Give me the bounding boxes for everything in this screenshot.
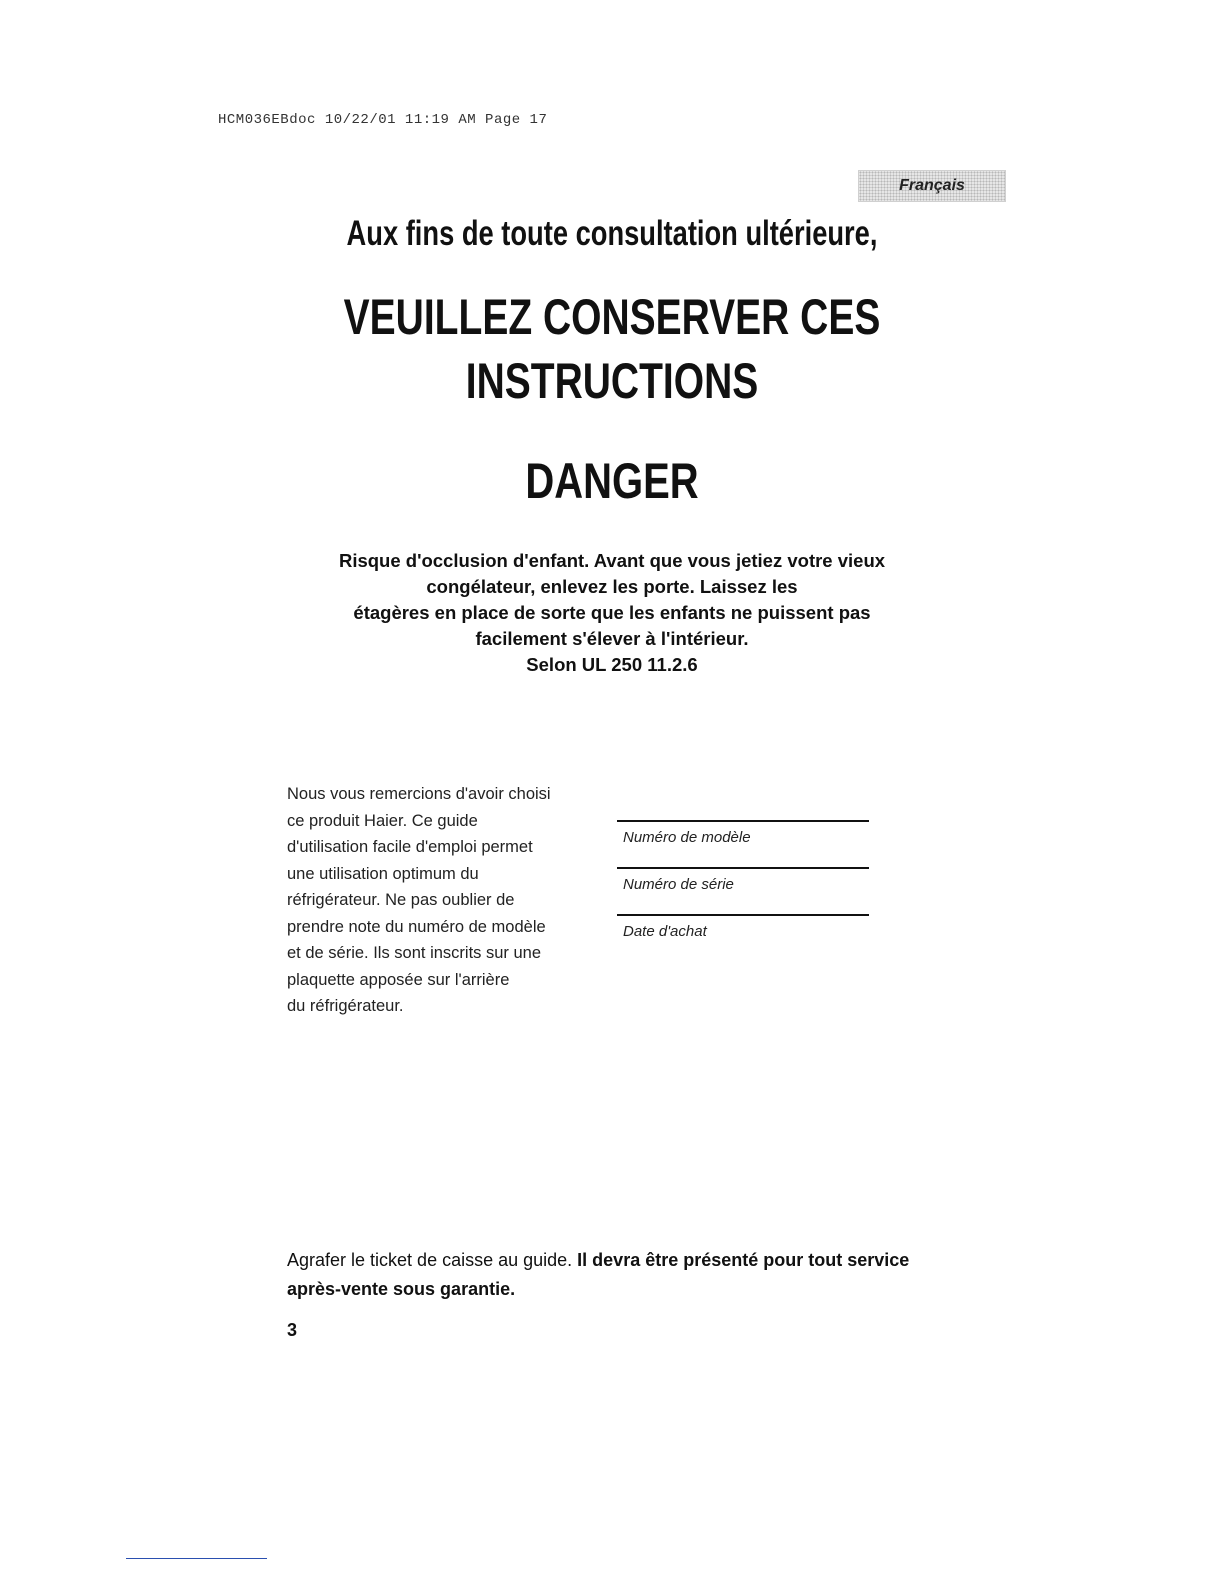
purchase-date-label: Date d'achat bbox=[623, 923, 707, 940]
intro-line: réfrigérateur. Ne pas oublier de bbox=[287, 891, 515, 909]
purchase-date-field bbox=[617, 914, 869, 961]
intro-line: du réfrigérateur. bbox=[287, 997, 404, 1015]
page-title bbox=[135, 285, 1090, 413]
warning-line: étagères en place de sorte que les enfants ne puissent pas bbox=[353, 602, 871, 623]
warning-line: congélateur, enlevez les porte. Laissez les bbox=[426, 576, 798, 597]
language-badge: Français bbox=[858, 170, 1006, 202]
danger-warning-text bbox=[262, 548, 962, 678]
receipt-note bbox=[287, 1246, 947, 1304]
page-number: 3 bbox=[287, 1320, 298, 1340]
intro-line: d'utilisation facile d'emploi permet bbox=[287, 838, 533, 856]
record-fields bbox=[617, 820, 869, 961]
serial-number-field bbox=[617, 867, 869, 914]
page-title-line-2: INSTRUCTIONS bbox=[465, 353, 759, 409]
warning-line: Selon UL 250 11.2.6 bbox=[526, 654, 698, 675]
bottom-divider bbox=[126, 1558, 267, 1559]
intro-line: ce produit Haier. Ce guide bbox=[287, 811, 478, 830]
intro-line: une utilisation optimum du bbox=[287, 864, 479, 883]
page-title-line-1: VEUILLEZ CONSERVER CES bbox=[343, 289, 881, 345]
model-number-field bbox=[617, 820, 869, 867]
intro-line: plaquette apposée sur l'arrière bbox=[287, 970, 510, 989]
intro-line: Nous vous remercions d'avoir choisi bbox=[287, 785, 551, 803]
danger-heading: DANGER bbox=[525, 453, 699, 509]
warning-line: facilement s'élever à l'intérieur. bbox=[475, 628, 749, 649]
serial-number-label: Numéro de série bbox=[623, 876, 734, 893]
document-meta-line: HCM036EBdoc 10/22/01 11:19 AM Page 17 bbox=[218, 112, 548, 128]
receipt-note-normal: Agrafer le ticket de caisse au guide. bbox=[287, 1250, 578, 1270]
page-subtitle: Aux fins de toute consultation ultérieure, bbox=[346, 214, 878, 253]
intro-line: prendre note du numéro de modèle bbox=[287, 917, 546, 936]
receipt-note-bold: Il devra être présenté pour tout service après-vente sous garantie. bbox=[287, 1250, 910, 1299]
intro-paragraph bbox=[287, 781, 607, 1020]
intro-line: et de série. Ils sont inscrits sur une bbox=[287, 944, 542, 962]
model-number-label: Numéro de modèle bbox=[623, 829, 751, 846]
warning-line: Risque d'occlusion d'enfant. Avant que vous jetiez votre vieux bbox=[338, 550, 886, 571]
